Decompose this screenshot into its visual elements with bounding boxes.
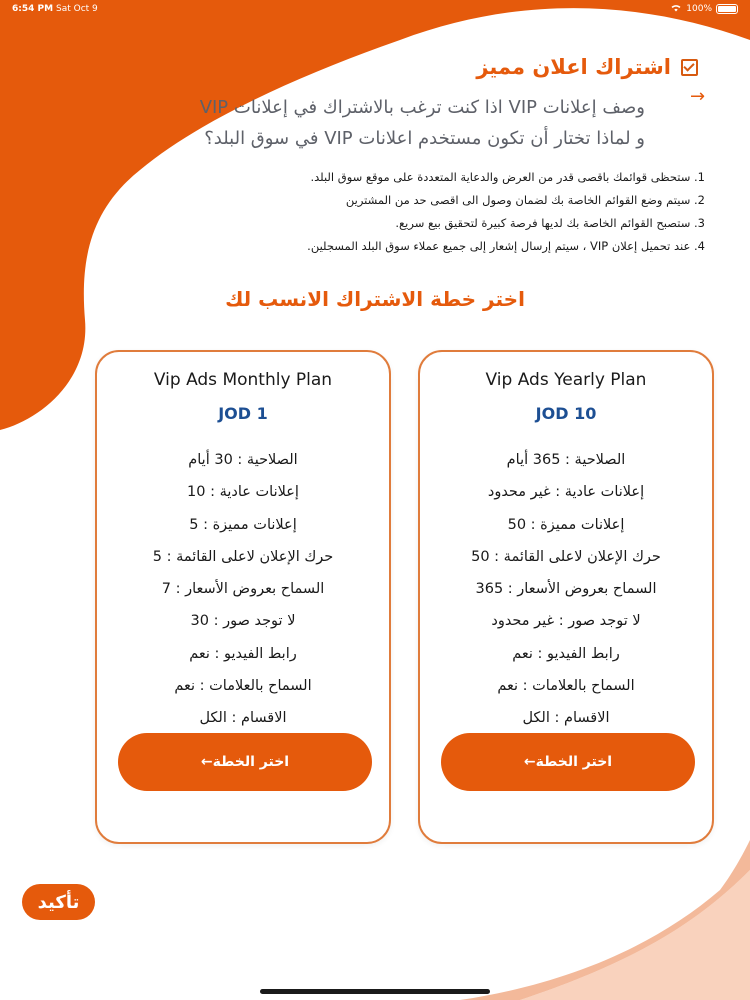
plan-card-yearly: [418, 350, 714, 844]
plan-feature: الصلاحية : 365 أيام: [506, 452, 626, 468]
status-date: Sat Oct 9: [56, 4, 98, 14]
plan-feature: الاقسام : الكل: [199, 710, 287, 727]
forward-arrow-icon[interactable]: →: [690, 86, 706, 107]
plan-feature: رابط الفيديو : نعم: [512, 645, 620, 662]
confirm-button[interactable]: تأكيد: [22, 884, 95, 920]
plan-name: Vip Ads Monthly Plan: [153, 370, 333, 390]
choose-plan-title: اختر خطة الاشتراك الانسب لك: [225, 287, 525, 311]
plan-feature: رابط الفيديو : نعم: [189, 645, 297, 662]
battery-icon: [716, 4, 738, 14]
intro-text: [125, 92, 645, 154]
benefits-list: [185, 166, 705, 258]
page-title: اشتراك اعلان مميز: [476, 55, 671, 79]
plan-feature: السماح بعروض الأسعار : 7: [161, 581, 325, 598]
benefit-item: 2. سيتم وضع القوائم الخاصة بك لضمان وصول الى اقصى حد من المشترين: [345, 193, 705, 207]
status-time: 6:54 PM: [12, 4, 54, 14]
plan-feature: الصلاحية : 30 أيام: [188, 452, 298, 468]
plan-feature: حرك الإعلان لاعلى القائمة : 5: [152, 548, 334, 565]
benefit-item: 4. عند تحميل إعلان VIP ، سيتم إرسال إشعار إلى جميع عملاء سوق البلد المسجلين.: [307, 239, 705, 253]
checkbox-icon: [681, 59, 698, 76]
intro-line: وصف إعلانات VIP اذا كنت ترغب بالاشتراك في إعلانات VIP: [199, 97, 645, 118]
plan-price: JOD 1: [218, 404, 268, 423]
plan-feature: إعلانات مميزة : 50: [507, 516, 625, 533]
page-heading: [476, 55, 698, 79]
plan-feature: إعلانات عادية : غير محدود: [487, 484, 645, 501]
plan-feature: السماح بالعلامات : نعم: [174, 678, 312, 695]
benefit-item: 3. ستصبح القوائم الخاصة بك لديها فرصة كبيرة لتحقيق بيع سريع.: [395, 216, 705, 230]
plan-feature: لا توجد صور : غير محدود: [491, 613, 641, 630]
choose-yearly-plan-button[interactable]: اختر الخطة←: [441, 733, 695, 791]
plan-features: [420, 444, 712, 735]
choose-monthly-plan-button[interactable]: اختر الخطة←: [118, 733, 372, 791]
plan-price: JOD 10: [535, 404, 597, 423]
plan-feature: إعلانات مميزة : 5: [189, 516, 297, 533]
benefit-item: 1. ستحظى قوائمك باقصى قدر من العرض والدعاية المتعددة على موقع سوق البلد.: [310, 170, 705, 184]
wifi-icon: [670, 3, 682, 15]
home-indicator[interactable]: [260, 989, 490, 994]
plan-feature: لا توجد صور : 30: [190, 613, 296, 630]
plan-card-monthly: [95, 350, 391, 844]
plan-feature: إعلانات عادية : 10: [187, 484, 299, 501]
plan-feature: السماح بالعلامات : نعم: [497, 678, 635, 695]
plan-name: Vip Ads Yearly Plan: [485, 370, 647, 390]
status-bar: [0, 0, 750, 20]
intro-line: و لماذا تختار أن تكون مستخدم اعلانات VIP في سوق البلد؟: [204, 128, 645, 149]
plan-feature: السماح بعروض الأسعار : 365: [475, 581, 657, 598]
battery-percent: 100%: [686, 4, 712, 14]
plan-features: [97, 444, 389, 735]
plan-feature: حرك الإعلان لاعلى القائمة : 50: [471, 548, 661, 565]
plan-feature: الاقسام : الكل: [522, 710, 610, 727]
